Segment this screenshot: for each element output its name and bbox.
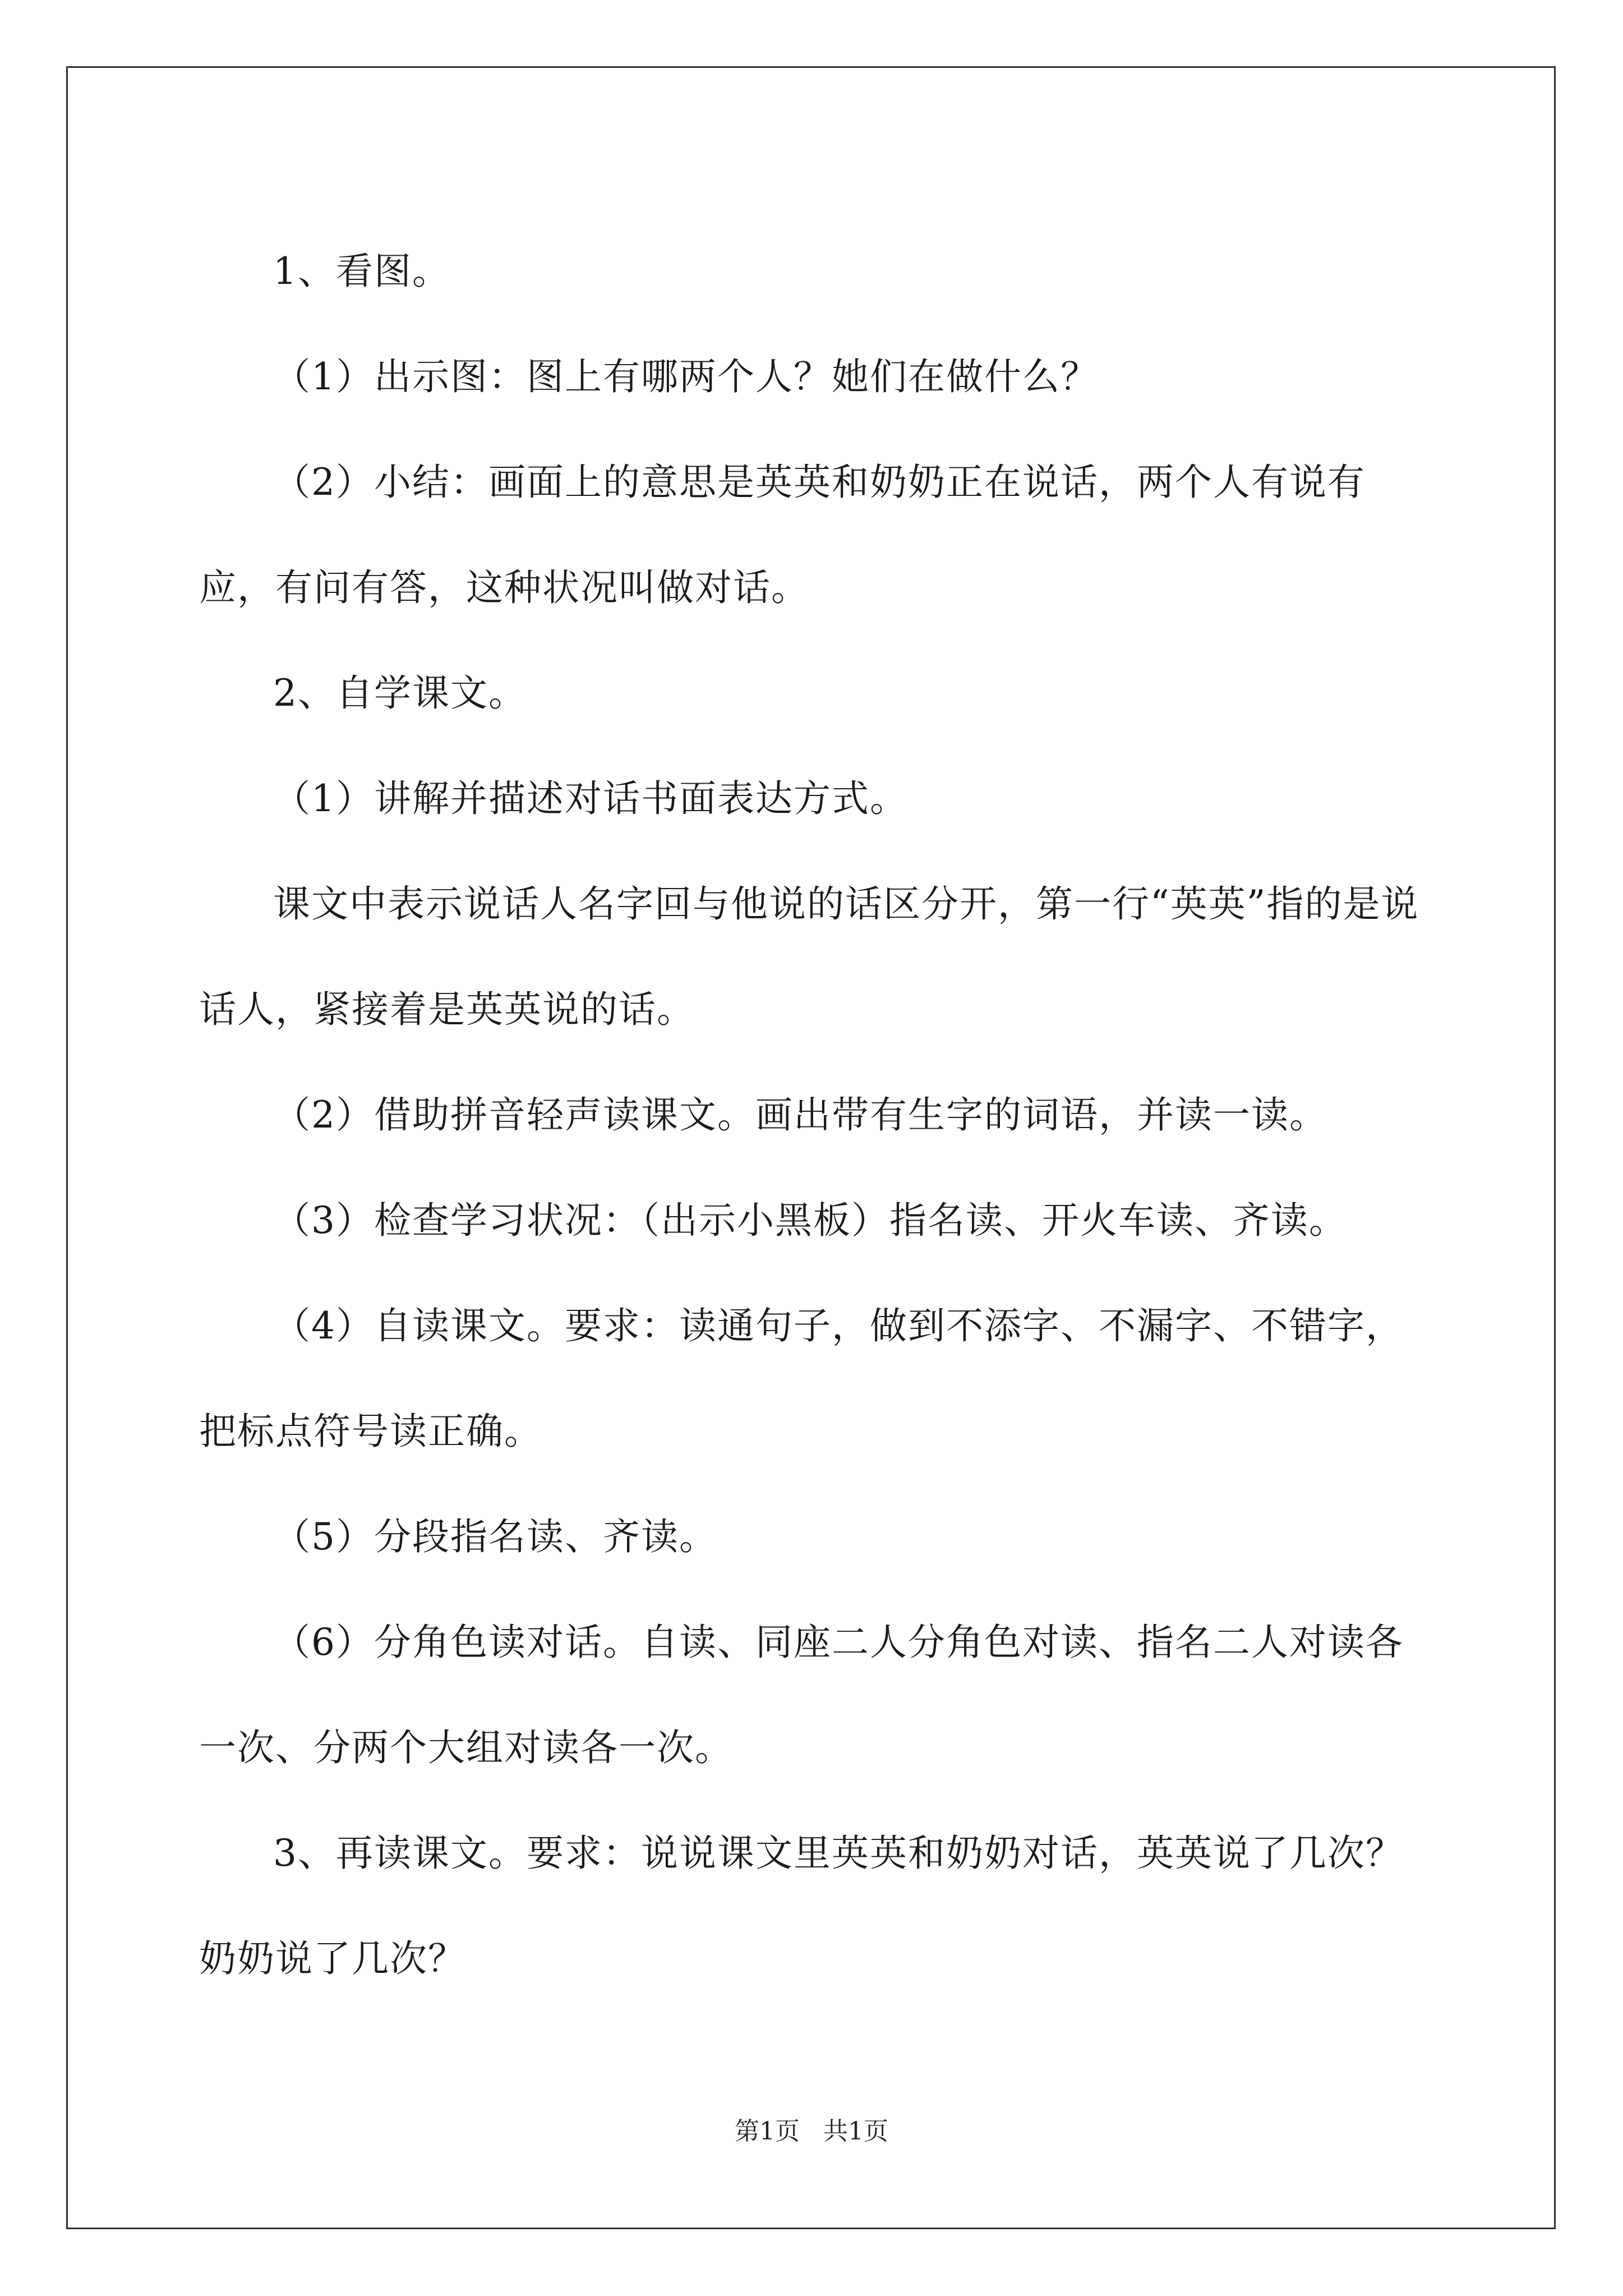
- paragraph-11: （6）分角色读对话。自读、同座二人分角色对读、指名二人对读各一次、分两个大组对读各一次。: [199, 1621, 1404, 1769]
- paragraph-10: （5）分段指名读、齐读。: [273, 1515, 717, 1558]
- paragraph-8: （3）检查学习状况：（出示小黑板）指名读、开火车读、齐读。: [273, 1199, 1347, 1242]
- document-body: [199, 219, 1427, 2012]
- paragraph-4: 2、自学课文。: [273, 671, 527, 715]
- paragraph-12: 3、再读课文。要求：说说课文里英英和奶奶对话，英英说了几次？奶奶说了几次？: [199, 1832, 1404, 1980]
- paragraph-3: （2）小结：画面上的意思是英英和奶奶正在说话，两个人有说有应，有问有答，这种状况叫做对话。: [199, 461, 1366, 609]
- paragraph-1: 1、看图。: [273, 250, 450, 293]
- page-number-footer: 第1页 共1页: [735, 2117, 888, 2146]
- paragraph-5: （1）讲解并描述对话书面表达方式。: [273, 777, 908, 820]
- paragraph-2: （1）出示图：图上有哪两个人？她们在做什么？: [273, 355, 1099, 398]
- paragraph-7: （2）借助拼音轻声读课文。画出带有生字的词语，并读一读。: [273, 1093, 1327, 1137]
- paragraph-6: 课文中表示说话人名字回与他说的话区分开，第一行“英英”指的是说话人，紧接着是英英说的话。: [199, 882, 1419, 1031]
- paragraph-9: （4）自读课文。要求：读通句子，做到不添字、不漏字、不错字，把标点符号读正确。: [199, 1304, 1404, 1453]
